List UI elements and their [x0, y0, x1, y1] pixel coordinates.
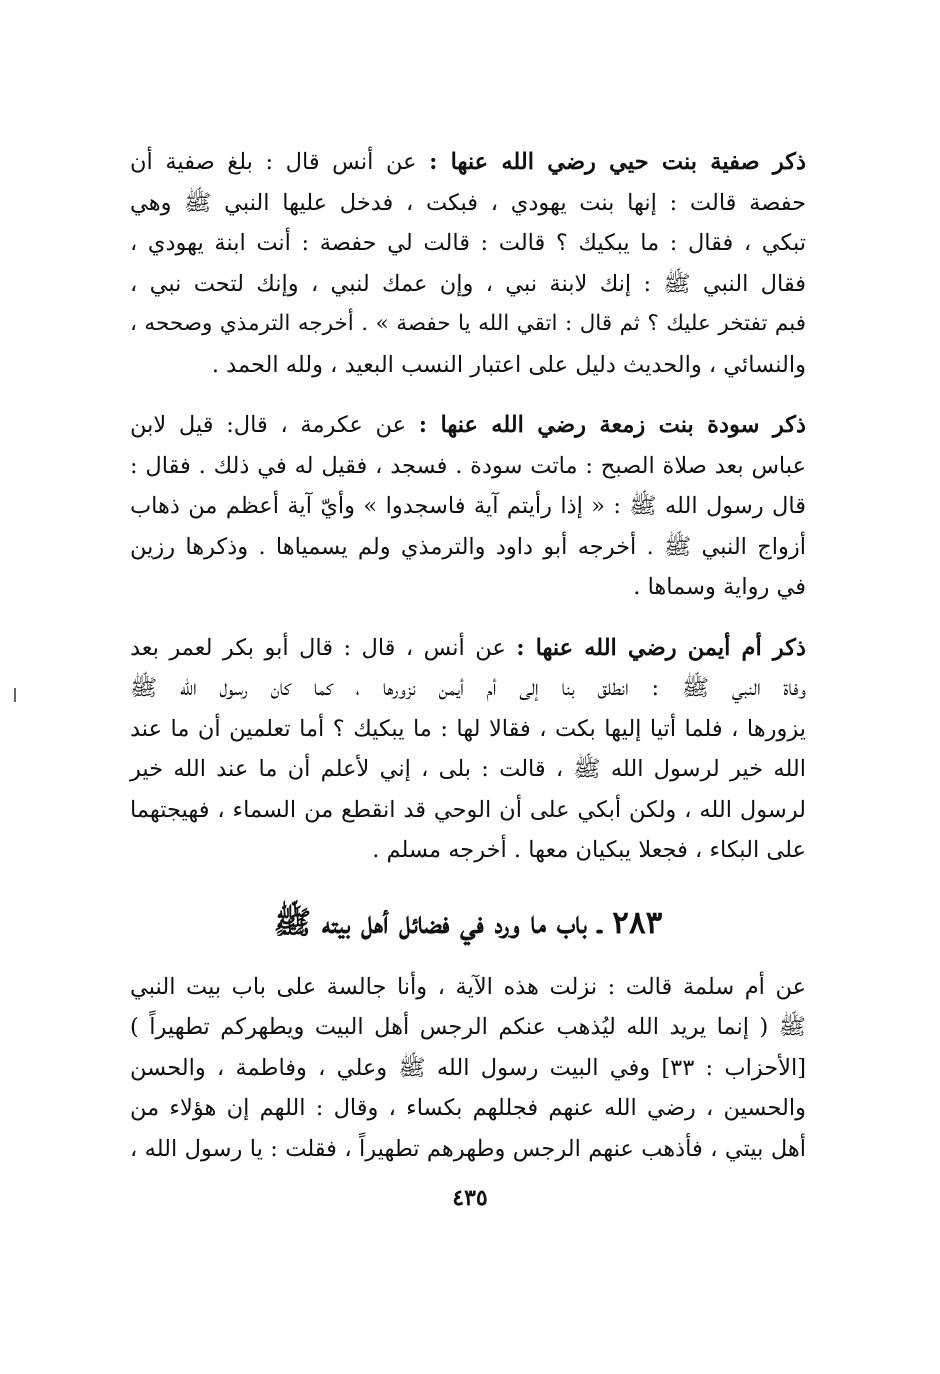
text-line: ﷺ ( إنما يريد الله ليُذهب عنكم الرجس أهل البيت ويطهركم تطهيراً ) [130, 1014, 806, 1040]
page-number: ٤٣٥ [452, 1185, 488, 1211]
text-line: فقال النبي ﷺ : إنك لابنة نبي ، وإن عمك لنبي ، وإنك لتحت نبي ، [130, 270, 806, 297]
text-line [130, 628, 806, 669]
section-ahl-al-bayt [130, 967, 806, 1170]
section-safiyya [130, 142, 806, 385]
text-line: الله خير لرسول الله ﷺ ، قالت : بلى ، إني لأعلم أن ما عند الله خير [130, 756, 806, 782]
text-span: عن أنس ، قال : قال أبو بكر لعمر بعد [130, 634, 517, 661]
document-page [130, 142, 806, 1189]
section-title: ذكر صفية بنت حيي رضي الله عنها : [429, 149, 806, 175]
text-span: عن أنس قال : بلغ صفية أن [130, 149, 430, 175]
chapter-heading: ٢٨٣ ـ باب ما ورد في فضائل أهل بيته ﷺ [273, 904, 663, 941]
text-line: أزواج النبي ﷺ . أخرجه أبو داود والترمذي ولم يسمياها . وذكرها رزين [130, 533, 806, 560]
text-line: حفصة قالت : إنها بنت يهودي ، فبكت ، فدخل عليها النبي ﷺ وهي [130, 189, 806, 216]
section-title: ذكر أم أيمن رضي الله عنها : [516, 634, 806, 661]
scan-edge-mark [14, 688, 16, 702]
text-line [130, 142, 806, 183]
text-line: قال رسول الله ﷺ : « إذا رأيتم آية فاسجدوا » وأيّ آية أعظم من ذهاب [130, 493, 806, 519]
text-span: عن عكرمة ، قال: قيل لابن [130, 412, 419, 438]
section-sawda [130, 405, 806, 608]
text-line: فبم تفتخر عليك ؟ ثم قال : اتقي الله يا حفصة » . أخرجه الترمذي وصححه ، [130, 311, 806, 336]
text-line: أهل بيتي ، فأذهب عنهم الرجس وطهرهم تطهيراً ، فقلت : يا رسول الله ، [130, 1135, 806, 1162]
text-line: والنسائي ، والحديث دليل على اعتبار النسب البعيد ، ولله الحمد . [211, 351, 806, 378]
section-umm-ayman [130, 628, 806, 871]
text-line: [الأحزاب : ٣٣] وفي البيت رسول الله ﷺ وعلي ، وفاطمة ، والحسن [130, 1054, 806, 1081]
text-line: لرسول الله ، ولكن أبكي على أن الوحي قد انقطع من السماء ، فهيجتهما [130, 796, 806, 823]
text-line: يزورها ، فلما أتيا إليها بكت ، فقالا لها : ما يبكيك ؟ أما تعلمين أن ما عند [130, 715, 806, 742]
text-line: والحسين ، رضي الله عنهم فجللهم بكساء ، وقال : اللهم إن هؤلاء من [130, 1095, 806, 1121]
text-line [130, 405, 806, 446]
text-line: على البكاء ، فجعلا يبكيان معها . أخرجه مسلم . [372, 837, 806, 863]
text-line: في رواية وسماها . [633, 574, 806, 600]
text-line: وفاة النبي ﷺ : انطلق بنا إلى أم أيمن نزورها ، كما كان رسول الله ﷺ [130, 675, 806, 701]
text-line: تبكي ، فقال : ما يبكيك ؟ قالت : قالت لي حفصة : أنت ابنة يهودي ، [130, 230, 806, 256]
text-line: عباس بعد صلاة الصبح : ماتت سودة . فسجد ، فقيل له في ذلك . فقال : [130, 452, 806, 479]
section-title: ذكر سودة بنت زمعة رضي الله عنها : [418, 412, 806, 438]
text-line: عن أم سلمة قالت : نزلت هذه الآية ، وأنا جالسة على باب بيت النبي [130, 973, 806, 1000]
